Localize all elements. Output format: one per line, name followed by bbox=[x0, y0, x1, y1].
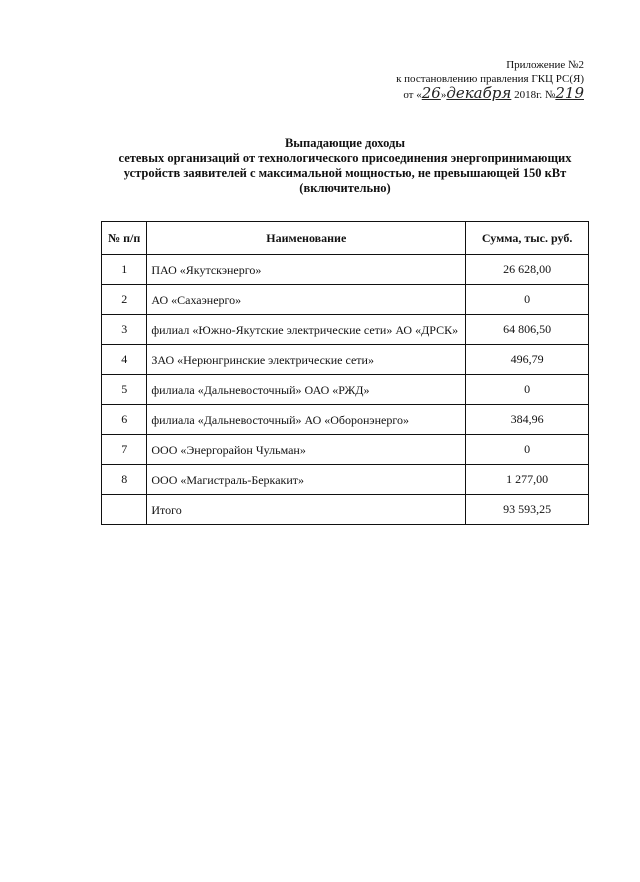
title-line-4: (включительно) bbox=[299, 181, 391, 195]
row-num: 6 bbox=[102, 405, 147, 435]
row-sum: 1 277,00 bbox=[466, 465, 589, 495]
header-name: Наименование bbox=[147, 222, 466, 255]
row-sum: 26 628,00 bbox=[466, 255, 589, 285]
table-row bbox=[102, 435, 589, 465]
header-num: № п/п bbox=[102, 222, 147, 255]
document-title bbox=[100, 136, 590, 196]
total-num bbox=[102, 495, 147, 525]
row-num: 5 bbox=[102, 375, 147, 405]
title-line-1: Выпадающие доходы bbox=[284, 136, 406, 150]
row-name: филиала «Дальневосточный» АО «Оборонэнерго» bbox=[147, 405, 466, 435]
row-name: филиал «Южно-Якутские электрические сети» АО «ДРСК» bbox=[147, 315, 466, 345]
row-sum: 496,79 bbox=[466, 345, 589, 375]
row-sum: 0 bbox=[466, 285, 589, 315]
header-sum: Сумма, тыс. руб. bbox=[466, 222, 589, 255]
date-month-handwritten: декабря bbox=[446, 84, 512, 102]
row-sum: 0 bbox=[466, 375, 589, 405]
date-prefix: от « bbox=[403, 89, 422, 101]
date-mid: » bbox=[440, 89, 447, 101]
table-row bbox=[102, 345, 589, 375]
appendix-date-line bbox=[396, 86, 584, 102]
row-sum: 64 806,50 bbox=[466, 315, 589, 345]
total-sum: 93 593,25 bbox=[466, 495, 589, 525]
total-label: Итого bbox=[147, 495, 466, 525]
appendix-number: Приложение №2 bbox=[506, 59, 584, 71]
row-name: ООО «Магистраль-Беркакит» bbox=[147, 465, 466, 495]
table-row bbox=[102, 465, 589, 495]
row-num: 1 bbox=[102, 255, 147, 285]
table-row bbox=[102, 255, 589, 285]
table-total-row bbox=[102, 495, 589, 525]
row-name: ООО «Энергорайон Чульман» bbox=[147, 435, 466, 465]
row-sum: 0 bbox=[466, 435, 589, 465]
row-num: 4 bbox=[102, 345, 147, 375]
row-num: 7 bbox=[102, 435, 147, 465]
row-name: ЗАО «Нерюнгринские электрические сети» bbox=[147, 345, 466, 375]
table-row bbox=[102, 375, 589, 405]
resolution-number-handwritten: 219 bbox=[555, 84, 584, 102]
table-row bbox=[102, 405, 589, 435]
table-row bbox=[102, 315, 589, 345]
revenue-table bbox=[101, 221, 589, 525]
date-year: 2018г. № bbox=[511, 89, 556, 101]
appendix-header bbox=[396, 58, 584, 102]
appendix-resolution-ref: к постановлению правления ГКЦ РС(Я) bbox=[396, 73, 584, 85]
row-num: 3 bbox=[102, 315, 147, 345]
row-num: 8 bbox=[102, 465, 147, 495]
title-line-3: устройств заявителей с максимальной мощностью, не превышающей 150 кВт bbox=[123, 166, 567, 180]
table-row bbox=[102, 285, 589, 315]
row-name: филиала «Дальневосточный» ОАО «РЖД» bbox=[147, 375, 466, 405]
row-name: ПАО «Якутскэнерго» bbox=[147, 255, 466, 285]
row-sum: 384,96 bbox=[466, 405, 589, 435]
row-num: 2 bbox=[102, 285, 147, 315]
title-line-2: сетевых организаций от технологического присоединения энергопринимающих bbox=[118, 151, 572, 165]
row-name: АО «Сахаэнерго» bbox=[147, 285, 466, 315]
date-day-handwritten: 26 bbox=[421, 84, 441, 102]
table-header-row bbox=[102, 222, 589, 255]
